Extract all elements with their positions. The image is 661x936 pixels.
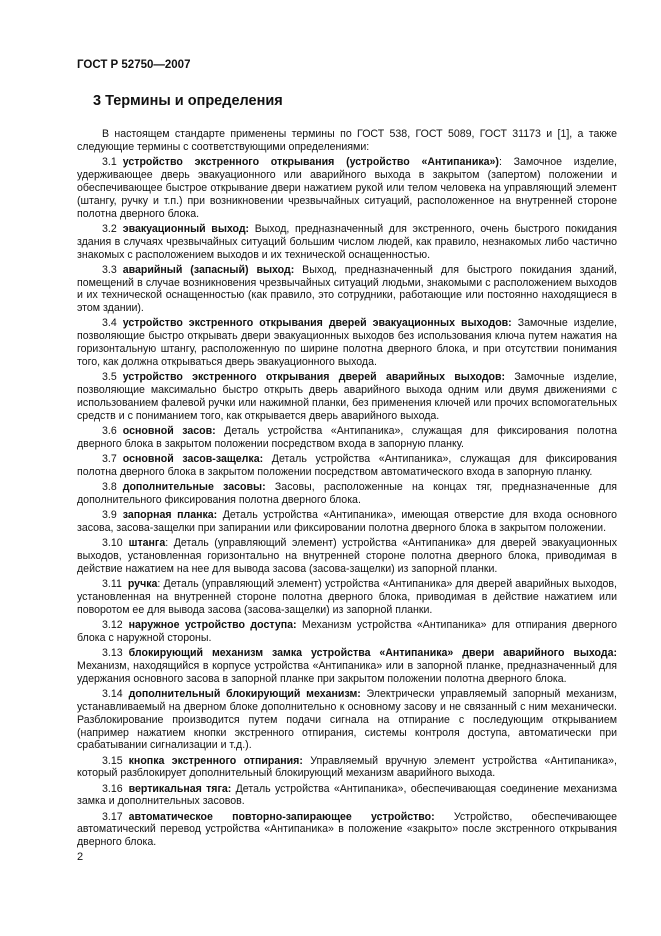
term-number: 3.15	[102, 754, 123, 767]
term-number: 3.4	[102, 317, 117, 330]
term-entry	[77, 425, 617, 451]
term-name: эвакуационный выход:	[122, 222, 250, 235]
term-name: кнопка экстренного отпирания:	[128, 754, 303, 767]
term-number: 3.10	[102, 537, 123, 550]
term-number: 3.2	[102, 222, 117, 235]
term-name: основной засов:	[122, 425, 216, 438]
term-entry	[77, 453, 617, 479]
term-definition: Деталь устройства «Антипаника», обеспечивающая соединение механизма замка и дополнительных засовов.	[77, 782, 617, 808]
term-entry	[77, 647, 617, 686]
term-name: аварийный (запасный) выход:	[122, 263, 295, 276]
term-definition: Выход, предназначенный для быстрого покидания зданий, помещений в случае возникновения чрезвычайных ситуаций людьми, знакомыми с расположением выходов и их технической оснащенностью (как правило, это сотрудники, работающие или постоянно находящиеся в этом здании).	[77, 263, 617, 315]
term-entry	[77, 783, 617, 809]
term-number: 3.17	[102, 810, 123, 823]
term-definition: Управляемый вручную элемент устройства «Антипаника», который разблокирует дополнительный блокирующий механизм аварийного выхода.	[77, 754, 617, 780]
term-entry	[77, 619, 617, 645]
section-title: 3 Термины и определения	[93, 93, 283, 109]
page-number: 2	[77, 851, 84, 863]
term-number: 3.16	[102, 782, 123, 795]
term-definition: Устройство, обеспечивающее автоматический перевод устройства «Антипаника» в положение «закрыто» после экстренного открывания дверного блока.	[77, 810, 617, 849]
term-definition: Механизм устройства «Антипаника» для отпирания дверного блока с наружной стороны.	[77, 618, 618, 644]
term-name: устройство экстренного открывания дверей аварийных выходов:	[122, 371, 506, 384]
intro-paragraph: В настоящем стандарте применены термины по ГОСТ 538, ГОСТ 5089, ГОСТ 31173 и [1], а также следующие термины с соответствующими определениями:	[77, 128, 617, 153]
term-name: устройство экстренного открывания дверей эвакуационных выходов:	[122, 317, 512, 330]
document-header: ГОСТ Р 52750—2007	[77, 59, 191, 71]
term-definition: Деталь устройства «Антипаника», имеющая отверстие для входа основного засова, засова-защелки при запирании или фиксировании полотна дверного блока в закрытом положении.	[77, 509, 617, 534]
term-number: 3.7	[102, 453, 117, 466]
term-name: основной засов-защелка:	[122, 453, 264, 466]
term-entry	[77, 371, 617, 423]
term-entry	[77, 537, 617, 576]
term-definition: : Деталь (управляющий элемент) устройства «Антипаника» для дверей аварийных выходов, установленная на внутренней стороне полотна дверного блока, приводимая в действие нажатием или поворотом ее для вывода засова (засова-защелки) из запорной планки.	[77, 577, 617, 616]
term-name: вертикальная тяга:	[128, 782, 232, 795]
term-number: 3.14	[102, 687, 123, 700]
term-name: автоматическое повторно-запирающее устройство:	[128, 810, 435, 823]
term-number: 3.8	[102, 481, 117, 494]
term-name: дополнительные засовы:	[122, 481, 266, 494]
term-definition: Деталь устройства «Антипаника», служащая для фиксирования полотна дверного блока в закрытом положении посредством автоматического входа в запорную планку.	[77, 453, 617, 478]
term-entry	[77, 317, 617, 369]
term-definition: Деталь устройства «Антипаника», служащая для фиксирования полотна дверного блока в закрытом положении посредством входа в запорную планку.	[77, 425, 617, 450]
document-body	[77, 128, 617, 851]
term-name: дополнительный блокирующий механизм:	[128, 687, 361, 700]
term-definition: : Замочное изделие, удерживающее дверь эвакуационного или аварийного выхода в закрытом (запертом) положении и обеспечивающее быстрое открывание двери нажатием рукой или телом человека на управляющий элемент (штангу, ручку и т.п.) при возникновении чрезвычайных ситуаций, расположенное на внутренней стороне полотна дверного блока.	[77, 156, 617, 220]
term-name: наружное устройство доступа:	[128, 618, 297, 631]
term-entry	[77, 688, 617, 753]
term-number: 3.13	[102, 646, 123, 659]
term-entry	[77, 578, 617, 617]
term-name: штанга	[128, 537, 166, 550]
term-definition: Замочные изделие, позволяющие быстро открывать двери эвакуационных выходов без использования ключа путем нажатия на горизонтальную штангу, расположенную по ширине полотна дверного блока, и при отсутствии понимания того, как должна открываться дверь эвакуационного выхода.	[77, 317, 617, 369]
term-entry	[77, 264, 617, 316]
term-number: 3.11	[102, 577, 122, 590]
terms-list	[77, 156, 617, 849]
term-definition: : Деталь (управляющий элемент) устройства «Антипаника» для дверей эвакуационных выходов, установленная горизонтально на внутренней стороне полотна дверного блока, приводимая в действие нажатием на нее для вывода засова (засова-защелки) из запорной планки.	[77, 537, 617, 575]
term-entry	[77, 156, 617, 221]
term-definition: Выход, предназначенный для экстренного, очень быстрого покидания здания в случаях чрезвычайных ситуаций большим числом людей, как правило, незнакомых либо частично знакомых с расположением выходов и их технической оснащенностью.	[77, 222, 617, 261]
term-name: устройство экстренного открывания (устройство «Антипаника»)	[122, 156, 499, 168]
term-definition: Замочные изделие, позволяющие максимально быстро открыть дверь аварийного выхода одним или двумя движениями с использованием фалевой ручки или нажимной планки, без применения ключей или прочих вспомогательных средств и с пониманием того, как открывается дверь аварийного выхода.	[77, 371, 617, 422]
term-number: 3.5	[102, 371, 117, 384]
term-entry	[77, 509, 617, 535]
term-definition: Электрически управляемый запорный механизм, устанавливаемый на дверном блоке дополнительно к основному засову и не связанный с ним механически. Разблокирование производится путем подачи сигнала на отпирание с последующим открыванием (например нажатием кнопки экстренного отпирания, системы контроля доступа, автоматически при срабатывании сигнализации и т.д.).	[77, 687, 617, 752]
term-name: запорная планка:	[122, 509, 218, 522]
term-entry	[77, 223, 617, 262]
term-number: 3.1	[102, 156, 117, 168]
term-number: 3.9	[102, 509, 117, 522]
term-definition: Механизм, находящийся в корпусе устройства «Антипаника» или в запорной планке, предназначенный для удержания основного засова в запорной планке при закрытом положении полотна дверного блока.	[77, 659, 617, 685]
term-definition: Засовы, расположенные на концах тяг, предназначенные для дополнительного фиксирования полотна дверного блока.	[77, 481, 617, 506]
term-entry	[77, 481, 617, 507]
term-name: ручка	[127, 577, 158, 590]
term-number: 3.6	[102, 425, 117, 438]
term-name: блокирующий механизм замка устройства «Антипаника» двери аварийного выхода:	[128, 646, 617, 659]
term-entry	[77, 755, 617, 781]
term-number: 3.3	[102, 263, 117, 276]
term-entry	[77, 811, 617, 850]
term-number: 3.12	[102, 618, 123, 631]
